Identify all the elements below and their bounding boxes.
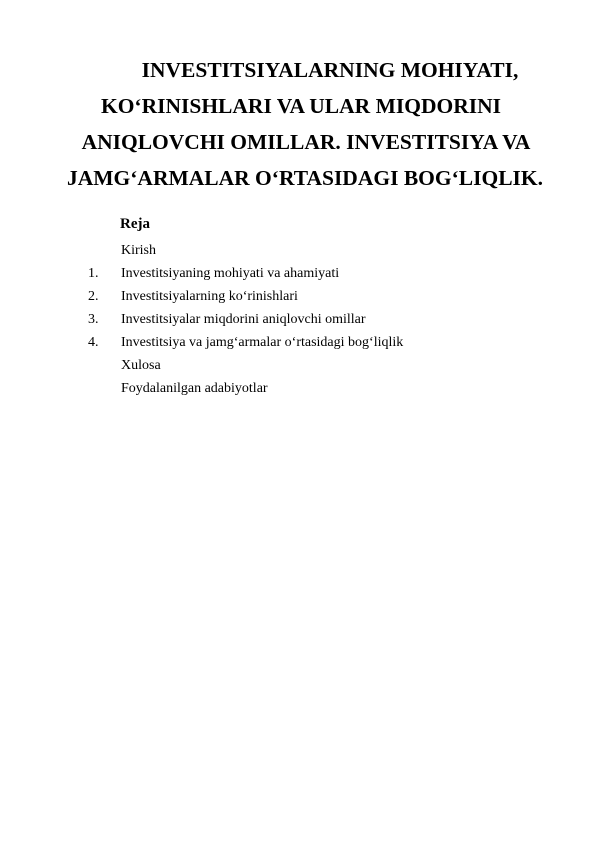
plan-item-text: Kirish — [121, 243, 156, 258]
title-line-3: ANIQLOVCHI OMILLAR. INVESTITSIYA VA — [81, 130, 531, 154]
plan-item-number: 2. — [88, 289, 99, 304]
plan-item-number: 1. — [88, 266, 99, 281]
plan-item-number: 3. — [88, 312, 99, 327]
plan-list — [88, 239, 403, 400]
plan-heading: Reja — [120, 216, 150, 232]
plan-item-text: Xulosa — [121, 358, 161, 373]
plan-item-references — [88, 377, 403, 400]
title-line-1: INVESTITSIYALARNING MOHIYATI, — [141, 58, 519, 82]
title-line-2: KO‘RINISHLARI VA ULAR MIQDORINI — [100, 94, 501, 118]
plan-item-text: Foydalanilgan adabiyotlar — [121, 381, 268, 396]
plan-item-3 — [88, 308, 403, 331]
plan-item-text: Investitsiyaning mohiyati va ahamiyati — [121, 266, 340, 281]
plan-item-introduction — [88, 239, 403, 262]
plan-item-number: 4. — [88, 335, 99, 350]
title-line-4: JAMG‘ARMALAR O‘RTASIDAGI BOG‘LIQLIK. — [66, 166, 544, 190]
plan-item-text: Investitsiya va jamg‘armalar o‘rtasidagi bog‘liqlik — [121, 335, 404, 350]
plan-item-4 — [88, 331, 403, 354]
plan-item-2 — [88, 285, 403, 308]
plan-item-text: Investitsiyalar miqdorini aniqlovchi omillar — [121, 312, 366, 327]
plan-item-conclusion — [88, 354, 403, 377]
plan-item-text: Investitsiyalarning ko‘rinishlari — [121, 289, 298, 304]
plan-item-1 — [88, 262, 403, 285]
document-title — [60, 52, 560, 196]
